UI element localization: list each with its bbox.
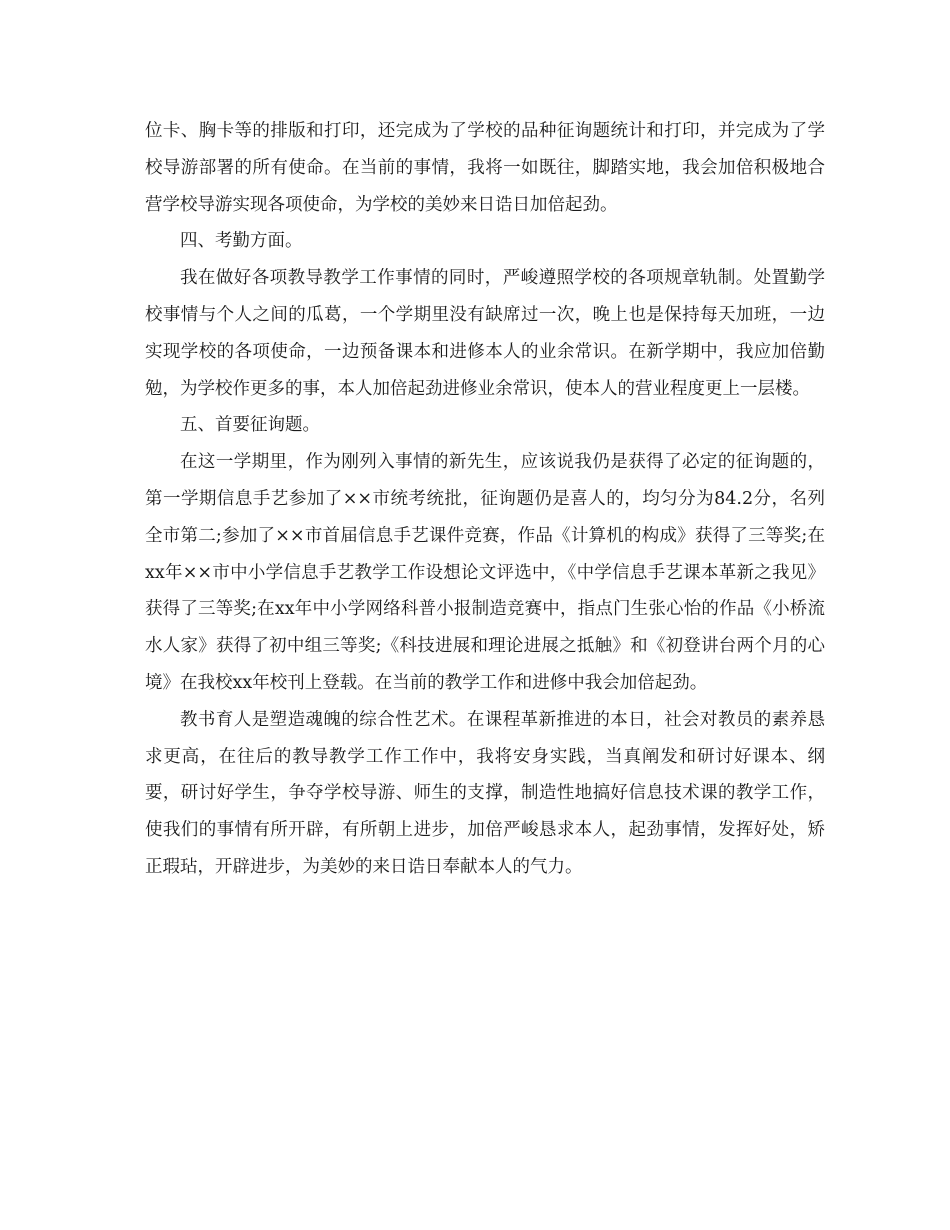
section-heading-achievements: 五、首要征询题。 bbox=[180, 415, 320, 436]
paragraph-achievements: 在这一学期里，作为刚列入事情的新先生，应该说我仍是获得了必定的征询题的，第一学期信息手艺参加了××市统考统批，征询题仍是喜人的，均匀分为84.2分，名列全市第二;参加了××市首届信息手艺课件竞赛，作品《计算机的构成》获得了三等奖;在xx年××市中小学信息手艺教学工作设想论文评选中，《中学信息手艺课本革新之我见》获得了三等奖;在xx年中小学网络科普小报制造竞赛中，指点门生张心怡的作品《小桥流水人家》获得了初中组三等奖;《科技进展和理论进展之抵触》和《初登讲台两个月的心境》在我校xx年校刊上登载。在当前的教学工作和进修中我会加倍起劲。 bbox=[145, 452, 825, 693]
paragraph-conclusion: 教书育人是塑造魂魄的综合性艺术。在课程革新推进的本日，社会对教员的素养恳求更高，在往后的教导教学工作工作中，我将安身实践，当真阐发和研讨好课本、纲要，研讨好学生，争夺学校导游、师生的支撑，制造性地搞好信息技术课的教学工作，使我们的事情有所开辟，有所朝上进步，加倍严峻恳求本人，起劲事情，发挥好处，矫正瑕玷，开辟进步，为美妙的来日诰日奉献本人的气力。 bbox=[145, 709, 825, 877]
paragraph-attendance: 我在做好各项教导教学工作事情的同时，严峻遵照学校的各项规章轨制。处置勤学校事情与个人之间的瓜葛，一个学期里没有缺席过一次，晚上也是保持每天加班，一边实现学校的各项使命，一边预备课本和进修本人的业余常识。在新学期中，我应加倍勤勉，为学校作更多的事，本人加倍起劲进修业余常识，使本人的营业程度更上一层楼。 bbox=[145, 268, 825, 399]
paragraph-continuation: 位卡、胸卡等的排版和打印，还完成为了学校的品种征询题统计和打印，并完成为了学校导游部署的所有使命。在当前的事情，我将一如既往，脚踏实地，我会加倍积极地合营学校导游实现各项使命，为学校的美妙来日诰日加倍起劲。 bbox=[145, 121, 825, 215]
section-heading-attendance: 四、考勤方面。 bbox=[180, 231, 303, 252]
document-body bbox=[145, 113, 825, 886]
